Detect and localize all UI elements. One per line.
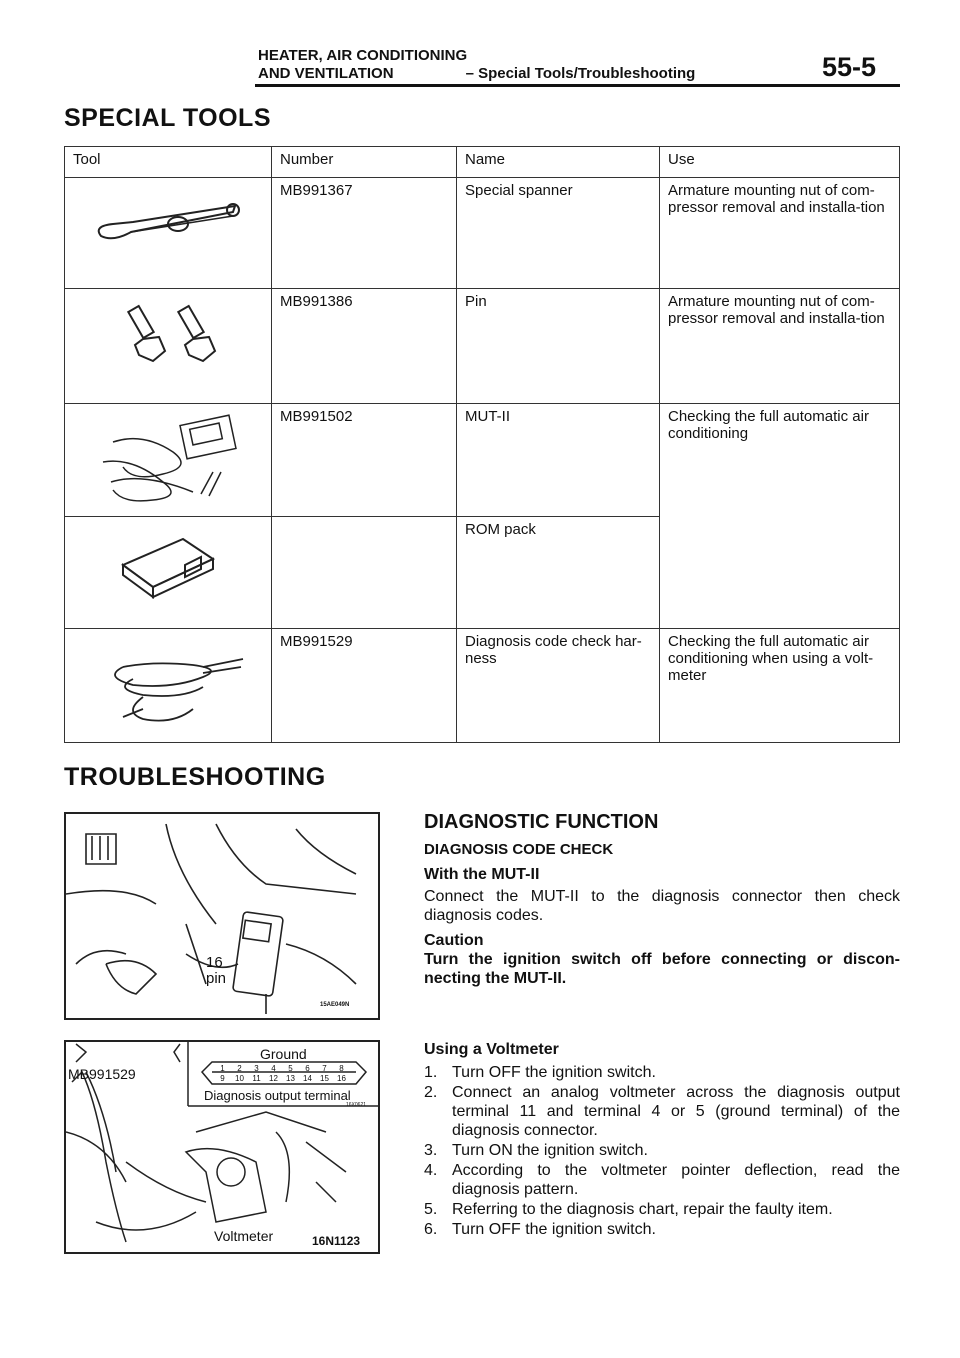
small-figure-code: 16X0621 <box>346 1102 367 1108</box>
connector-pin: 14 <box>303 1074 312 1083</box>
with-mut-heading: With the MUT-II <box>424 866 540 883</box>
table-row <box>65 289 900 404</box>
tool-use: Armature mounting nut of com-pressor removal and installa-tion <box>660 178 900 289</box>
step-text: Turn ON the ignition switch. <box>452 1142 648 1159</box>
col-tool: Tool <box>65 147 272 178</box>
troubleshooting-title: TROUBLESHOOTING <box>64 763 326 791</box>
step-number: 3. <box>424 1142 438 1159</box>
pin-label-16: 16 <box>206 954 223 971</box>
diagnostic-text-block <box>424 810 900 988</box>
mut-ii-icon <box>83 412 253 512</box>
header-section: AND VENTILATION <box>258 65 394 82</box>
voltmeter-connection-figure <box>64 1040 380 1254</box>
table-row <box>65 178 900 289</box>
ground-label: Ground <box>260 1046 307 1062</box>
step-text: Turn OFF the ignition switch. <box>452 1221 656 1238</box>
connector-pin: 1 <box>220 1064 225 1073</box>
step-text: Referring to the diagnosis chart, repair the faulty item. <box>452 1201 833 1218</box>
header-rule <box>255 84 900 87</box>
tool-number <box>272 517 457 629</box>
voltmeter-heading: Using a Voltmeter <box>424 1041 559 1058</box>
connector-pin: 3 <box>254 1064 259 1073</box>
diagnosis-output-label: Diagnosis output terminal <box>204 1088 351 1103</box>
tool-use: Checking the full automatic air conditioning <box>660 404 900 629</box>
mut-connection-figure <box>64 812 380 1020</box>
step-number: 1. <box>424 1064 438 1081</box>
connector-pin: 9 <box>220 1074 225 1083</box>
step-text: According to the voltmeter pointer deflection, read the diagnosis pattern. <box>452 1162 900 1198</box>
voltmeter-text-block <box>424 1040 900 1240</box>
connector-pin: 15 <box>320 1074 329 1083</box>
step-text: Turn OFF the ignition switch. <box>452 1064 656 1081</box>
step-number: 4. <box>424 1162 438 1179</box>
tool-name: Diagnosis code check har-ness <box>457 629 660 743</box>
connector-pin: 13 <box>286 1074 295 1083</box>
col-use: Use <box>660 147 900 178</box>
connector-pin: 2 <box>237 1064 242 1073</box>
connector-pin: 11 <box>252 1074 261 1083</box>
connector-pin: 7 <box>322 1064 327 1073</box>
connector-pin: 5 <box>288 1064 293 1073</box>
tool-name: ROM pack <box>457 517 660 629</box>
with-mut-text: Connect the MUT-II to the diagnosis connector then check diagnosis codes. <box>424 888 900 924</box>
connector-pin: 4 <box>271 1064 276 1073</box>
step-number: 6. <box>424 1221 438 1238</box>
tool-number: MB991367 <box>272 178 457 289</box>
header-subtitle: – Special Tools/Troubleshooting <box>465 65 696 82</box>
connector-pin: 6 <box>305 1064 310 1073</box>
col-number: Number <box>272 147 457 178</box>
step-text: Connect an analog voltmeter across the diagnosis output terminal 11 and terminal 4 or 5 (ground terminal) of the diagnosis connector. <box>452 1084 900 1139</box>
list-item <box>424 1220 900 1239</box>
tool-name: MUT-II <box>457 404 660 517</box>
spanner-icon <box>83 186 253 256</box>
pin-icon <box>83 297 253 377</box>
caution-text: Turn the ignition switch off before connecting or discon-necting the MUT-II. <box>424 951 900 987</box>
tool-image-cell <box>65 404 272 517</box>
tool-name: Pin <box>457 289 660 404</box>
voltmeter-label: Voltmeter <box>214 1228 274 1244</box>
connector-pin: 10 <box>235 1074 244 1083</box>
tool-use: Checking the full automatic air conditioning when using a volt-meter <box>660 629 900 743</box>
list-item <box>424 1063 900 1082</box>
mut-connection-illustration <box>66 814 378 1018</box>
connector-pin: 12 <box>269 1074 278 1083</box>
caution-label: Caution <box>424 932 484 949</box>
special-tools-table <box>64 146 900 743</box>
step-number: 5. <box>424 1201 438 1218</box>
connector-pins-bottom <box>214 1074 350 1083</box>
list-item <box>424 1083 900 1140</box>
figure-code: 16N1123 <box>312 1234 361 1248</box>
header-line1: HEATER, AIR CONDITIONING <box>258 47 468 64</box>
table-header-row <box>65 147 900 178</box>
table-row <box>65 629 900 743</box>
connector-pin: 16 <box>337 1074 346 1083</box>
tool-image-cell <box>65 517 272 629</box>
diagnosis-code-check-heading: DIAGNOSIS CODE CHECK <box>424 841 614 858</box>
col-name: Name <box>457 147 660 178</box>
connector-pins-top <box>214 1064 350 1073</box>
connector-pin: 8 <box>339 1064 344 1073</box>
tool-name: Special spanner <box>457 178 660 289</box>
list-item <box>424 1141 900 1160</box>
figure-code: 15AE049N <box>320 1002 350 1008</box>
mb991529-label: MB991529 <box>68 1066 136 1082</box>
tool-image-cell <box>65 629 272 743</box>
special-tools-title: SPECIAL TOOLS <box>64 104 272 132</box>
tool-use: Armature mounting nut of com-pressor removal and installa-tion <box>660 289 900 404</box>
tool-number: MB991529 <box>272 629 457 743</box>
tool-number: MB991386 <box>272 289 457 404</box>
voltmeter-steps <box>424 1063 900 1239</box>
page-number: 55-5 <box>822 52 877 82</box>
table-row <box>65 404 900 517</box>
tool-number: MB991502 <box>272 404 457 517</box>
list-item <box>424 1200 900 1219</box>
diagnostic-function-heading: DIAGNOSTIC FUNCTION <box>424 811 659 833</box>
header-line2 <box>258 65 695 82</box>
harness-icon <box>83 637 253 732</box>
tool-image-cell <box>65 289 272 404</box>
list-item <box>424 1161 900 1199</box>
tool-image-cell <box>65 178 272 289</box>
step-number: 2. <box>424 1084 438 1101</box>
pin-label-pin: pin <box>206 970 227 987</box>
rom-pack-icon <box>83 525 253 605</box>
